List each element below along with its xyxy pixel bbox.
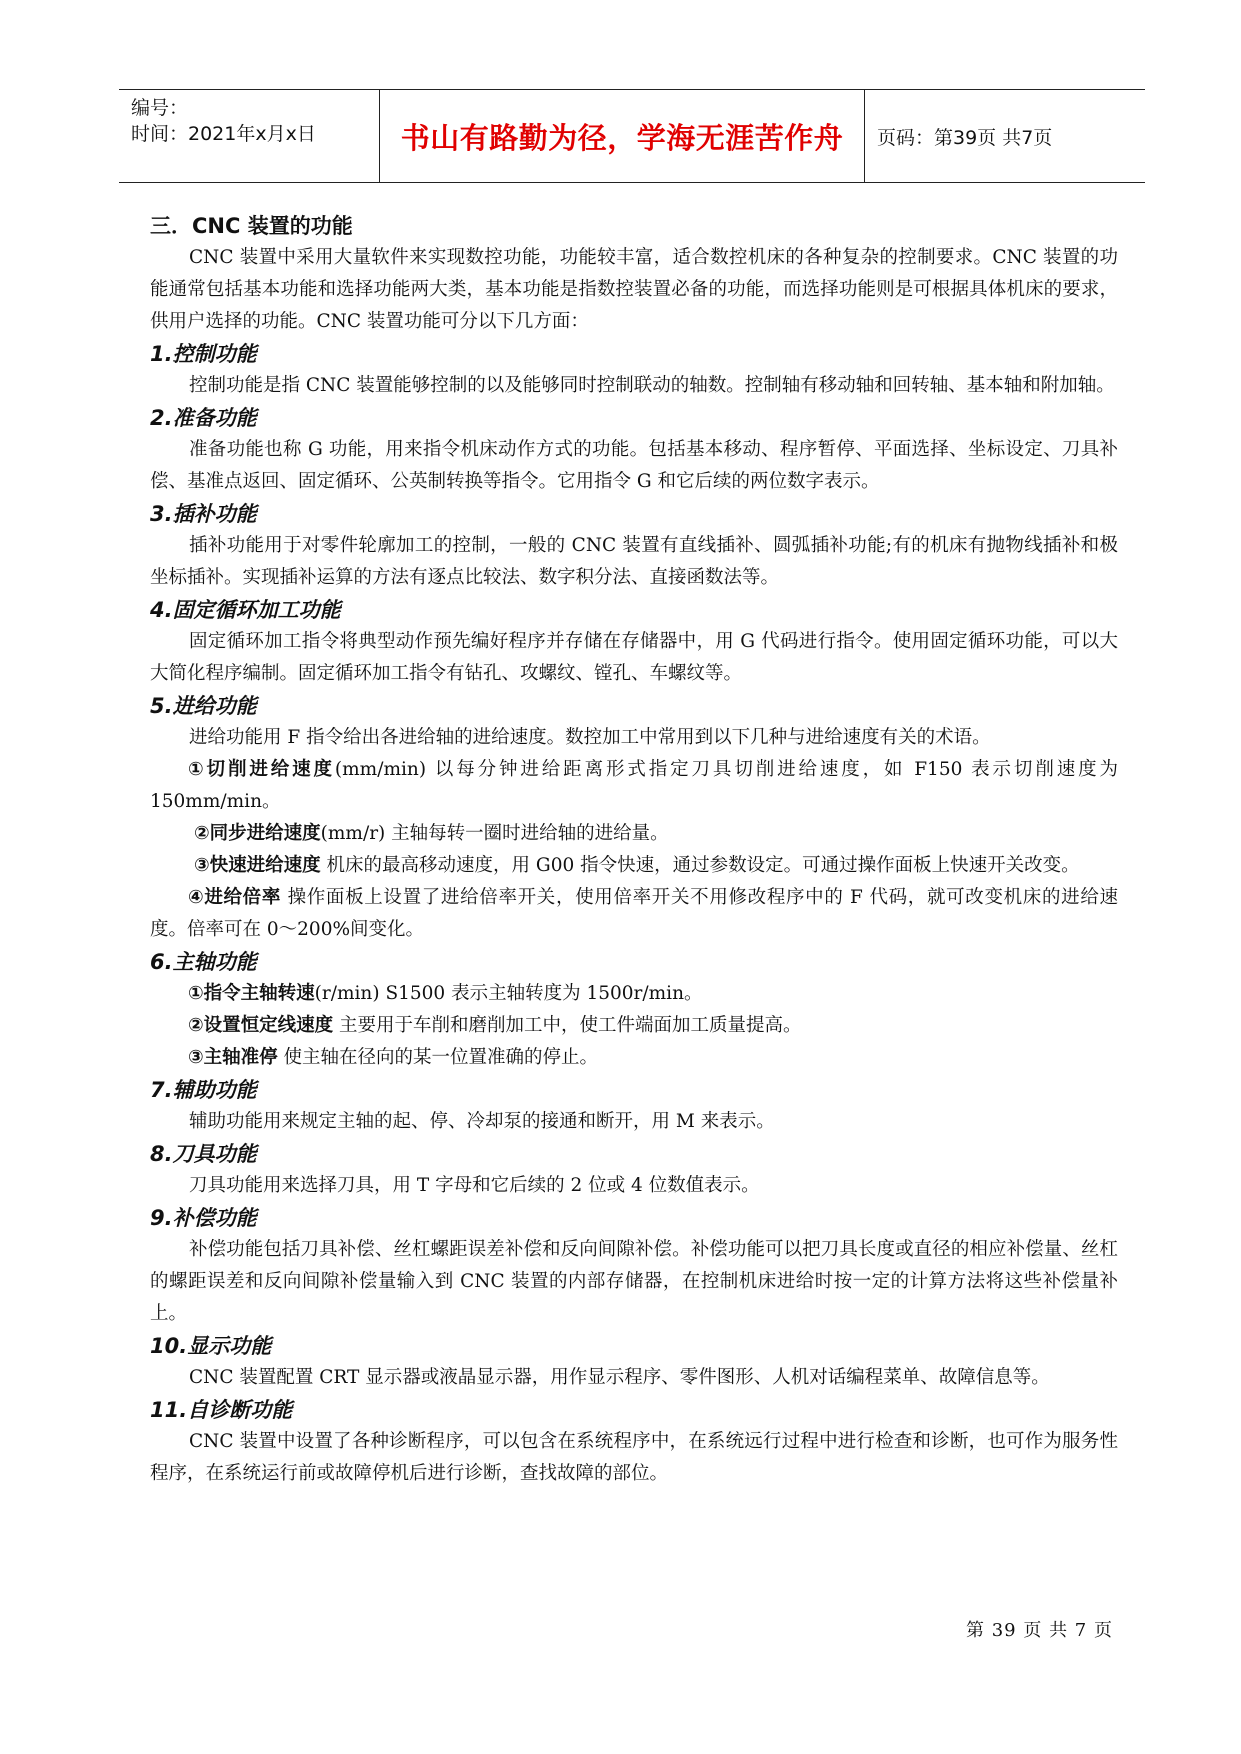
paragraph: 进给功能用 F 指令给出各进给轴的进给速度。数控加工中常用到以下几种与进给速度有关的术语。 <box>189 727 991 748</box>
subsection-title: 2.准备功能 <box>150 406 257 430</box>
term-label: ③主轴准停 <box>188 1047 278 1068</box>
paragraph: 插补功能用于对零件轮廓加工的控制，一般的 CNC 装置有直线插补、圆弧插补功能;有的机床有抛物线插补和极坐标插补。实现插补运算的方法有逐点比较法、数字积分法、直接函数法等。 <box>150 535 1118 588</box>
paragraph: 准备功能也称 G 功能，用来指令机床动作方式的功能。包括基本移动、程序暂停、平面选择、坐标设定、刀具补偿、基准点返回、固定循环、公英制转换等指令。它用指令 G 和它后续的两位数字表示。 <box>150 439 1118 492</box>
subsection-title: 10.显示功能 <box>150 1334 272 1358</box>
subsection-title: 7.辅助功能 <box>150 1078 257 1102</box>
term-text: 操作面板上设置了进给倍率开关，使用倍率开关不用修改程序中的 F 代码，就可改变机床的进给速度。倍率可在 0～200%间变化。 <box>150 887 1118 940</box>
term-text: (mm/r) 主轴每转一圈时进给轴的进给量。 <box>320 823 669 844</box>
subsection-title: 4.固定循环加工功能 <box>150 598 341 622</box>
term-text: (r/min) S1500 表示主轴转度为 1500r/min。 <box>314 983 703 1004</box>
document-body <box>150 210 1118 1490</box>
section-title: 三．CNC 装置的功能 <box>150 214 353 238</box>
page-footer: 第 39 页 共 7 页 <box>966 1620 1113 1641</box>
term-label: ①切削进给速度 <box>188 759 335 780</box>
term-label: ③快速进给速度 <box>194 855 321 876</box>
term-paragraph <box>150 978 1118 1010</box>
term-text: 主要用于车削和磨削加工中，使工件端面加工质量提高。 <box>333 1015 802 1036</box>
paragraph: 辅助功能用来规定主轴的起、停、冷却泵的接通和断开，用 M 来表示。 <box>189 1111 775 1132</box>
paragraph: 控制功能是指 CNC 装置能够控制的以及能够同时控制联动的轴数。控制轴有移动轴和回转轴、基本轴和附加轴。 <box>189 375 1115 396</box>
header-page-cell <box>864 90 1145 182</box>
header-motto-cell <box>379 90 865 182</box>
term-text: 使主轴在径向的某一位置准确的停止。 <box>277 1047 599 1068</box>
term-paragraph <box>150 818 1118 850</box>
paragraph: 补偿功能包括刀具补偿、丝杠螺距误差补偿和反向间隙补偿。补偿功能可以把刀具长度或直径的相应补偿量、丝杠的螺距误差和反向间隙补偿量输入到 CNC 装置的内部存储器，在控制机床进给时按一定的计算方法将这些补偿量补上。 <box>150 1239 1118 1324</box>
term-label: ①指令主轴转速 <box>188 983 315 1004</box>
motto: 书山有路勤为径，学海无涯苦作舟 <box>400 120 844 155</box>
paragraph: 刀具功能用来选择刀具，用 T 字母和它后续的 2 位或 4 位数值表示。 <box>189 1175 760 1196</box>
term-paragraph <box>150 1042 1118 1074</box>
subsection-title: 8.刀具功能 <box>150 1142 257 1166</box>
subsection-title: 6.主轴功能 <box>150 950 257 974</box>
term-label: ②同步进给速度 <box>194 823 321 844</box>
page-label: 页码：第39页 共7页 <box>877 126 1053 149</box>
term-text: (mm/min) 以每分钟进给距离形式指定刀具切削进给速度，如 F150 表示切削速度为 150mm/min。 <box>150 759 1119 812</box>
paragraph: CNC 装置中设置了各种诊断程序，可以包含在系统程序中，在系统远行过程中进行检查和诊断，也可作为服务性程序，在系统运行前或故障停机后进行诊断，查找故障的部位。 <box>150 1431 1118 1484</box>
subsection-title: 5.进给功能 <box>150 694 257 718</box>
subsection-title: 9.补偿功能 <box>150 1206 257 1230</box>
term-paragraph <box>150 754 1118 818</box>
subsection-title: 11.自诊断功能 <box>150 1398 293 1422</box>
paragraph: 固定循环加工指令将典型动作预先编好程序并存储在存储器中，用 G 代码进行指令。使用固定循环功能，可以大大简化程序编制。固定循环加工指令有钻孔、攻螺纹、镗孔、车螺纹等。 <box>150 631 1118 684</box>
header-info-cell <box>119 90 379 182</box>
subsection-title: 1.控制功能 <box>150 342 257 366</box>
term-paragraph <box>150 1010 1118 1042</box>
term-text: 机床的最高移动速度，用 G00 指令快速，通过参数设定。可通过操作面板上快速开关改变。 <box>320 855 1080 876</box>
page-header <box>119 89 1145 183</box>
number-label: 编号： <box>131 97 189 119</box>
time-label: 时间：2021年x月x日 <box>131 123 316 145</box>
term-label: ②设置恒定线速度 <box>188 1015 334 1036</box>
term-label: ④进给倍率 <box>188 887 282 908</box>
subsection-title: 3.插补功能 <box>150 502 257 526</box>
term-paragraph <box>150 882 1118 946</box>
intro-paragraph: CNC 装置中采用大量软件来实现数控功能，功能较丰富，适合数控机床的各种复杂的控制要求。CNC 装置的功能通常包括基本功能和选择功能两大类，基本功能是指数控装置必备的功能，而选择功能则是可根据具体机床的要求，供用户选择的功能。CNC 装置功能可分以下几方面： <box>150 247 1118 332</box>
paragraph: CNC 装置配置 CRT 显示器或液晶显示器，用作显示程序、零件图形、人机对话编程菜单、故障信息等。 <box>189 1367 1050 1388</box>
term-paragraph <box>150 850 1118 882</box>
